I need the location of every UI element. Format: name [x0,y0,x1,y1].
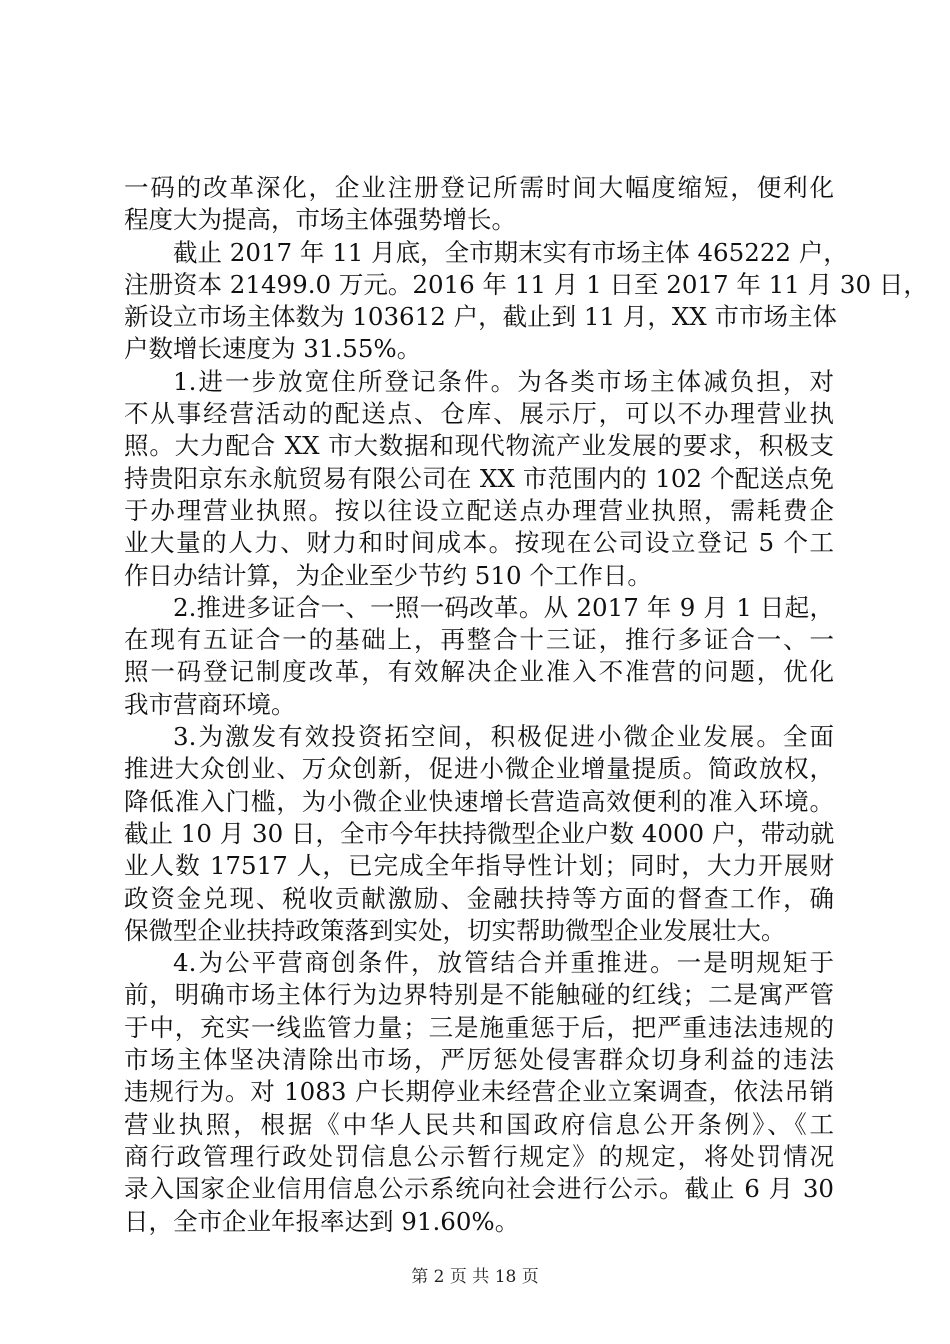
paragraph-first-line: 1.进一步放宽住所登记条件。为各类市场主体减负担，对 [173,366,834,396]
body-line: 录入国家企业信用信息公示系统向社会进行公示。截止 6 月 30 [124,1174,834,1204]
body-line: 日，全市企业年报率达到 91.60%。 [124,1206,520,1236]
body-line: 降低准入门槛，为小微企业快速增长营造高效便利的准入环境。 [124,786,834,816]
paragraph-first-line: 2.推进多证合一、一照一码改革。从 2017 年 9 月 1 日起， [173,592,834,622]
body-line: 户数增长速度为 31.55%。 [124,334,422,364]
body-line: 作日办结计算，为企业至少节约 510 个工作日。 [124,560,652,590]
body-line: 我市营商环境。 [124,689,296,719]
body-line: 截止 10 月 30 日，全市今年扶持微型企业户数 4000 户，带动就 [124,818,835,848]
body-line: 不从事经营活动的配送点、仓库、展示厅，可以不办理营业执 [124,399,834,429]
body-line: 前，明确市场主体行为边界特别是不能触碰的红线；二是寓严管 [124,980,834,1010]
body-line: 于办理营业执照。按以往设立配送点办理营业执照，需耗费企 [124,495,834,525]
document-body [124,172,928,1238]
paragraph-first-line: 3.为激发有效投资拓空间，积极促进小微企业发展。全面 [173,722,834,752]
body-line: 违规行为。对 1083 户长期停业未经营企业立案调查，依法吊销 [124,1077,834,1107]
body-line: 照。大力配合 XX 市大数据和现代物流产业发展的要求，积极支 [124,431,834,461]
body-line: 业人数 17517 人，已完成全年指导性计划；同时，大力开展财 [124,851,834,881]
page-number-footer: 第 2 页 共 18 页 [411,1267,539,1287]
body-line: 一码的改革深化，企业注册登记所需时间大幅度缩短，便利化 [124,173,834,202]
body-line: 业大量的人力、财力和时间成本。按现在公司设立登记 5 个工 [124,528,834,558]
body-line: 照一码登记制度改革，有效解决企业准入不准营的问题，优化 [124,657,834,687]
body-line: 推进大众创业、万众创新，促进小微企业增量提质。简政放权， [124,754,834,784]
body-line: 市场主体坚决清除出市场，严厉惩处侵害群众切身利益的违法 [124,1045,834,1075]
body-line: 保微型企业扶持政策落到实处，切实帮助微型企业发展壮大。 [124,915,786,945]
paragraph-first-line: 截止 2017 年 11 月底，全市期末实有市场主体 465222 户， [173,237,848,267]
body-line: 在现有五证合一的基础上，再整合十三证，推行多证合一、一 [124,625,834,655]
body-line: 注册资本 21499.0 万元。2016 年 11 月 1 日至 2017 年 11 月 30 日， [124,269,928,299]
body-line: 程度大为提高，市场主体强势增长。 [124,205,516,235]
body-line: 持贵阳京东永航贸易有限公司在 XX 市范围内的 102 个配送点免 [124,463,834,493]
body-line: 商行政管理行政处罚信息公示暂行规定》的规定，将处罚情况 [124,1141,834,1171]
body-line: 营业执照，根据《中华人民共和国政府信息公开条例》、《工 [124,1109,834,1139]
body-line: 于中，充实一线监管力量；三是施重惩于后，把严重违法违规的 [124,1012,834,1042]
body-line: 政资金兑现、税收贡献激励、金融扶持等方面的督查工作，确 [124,883,834,913]
paragraph-first-line: 4.为公平营商创条件，放管结合并重推进。一是明规矩于 [173,948,834,978]
body-line: 新设立市场主体数为 103612 户，截止到 11 月，XX 市市场主体 [124,302,838,332]
